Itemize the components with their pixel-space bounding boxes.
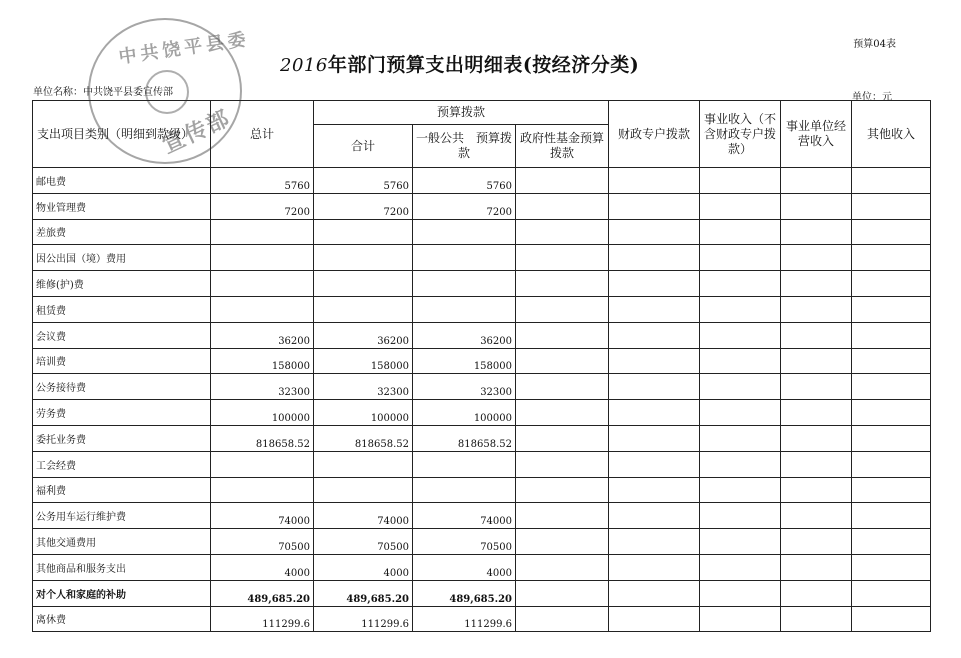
row-subtotal: 36200 [314, 322, 413, 348]
table-row [33, 554, 931, 580]
row-other-income [852, 580, 931, 606]
seal-text-bottom: 宣传部 [158, 104, 235, 159]
row-label: 物业管理费 [33, 193, 211, 219]
row-business-operation [781, 322, 852, 348]
row-fund-budget [516, 451, 609, 477]
table-row [33, 348, 931, 374]
row-subtotal: 489,685.20 [314, 580, 413, 606]
header-business-income: 事业收入（不含财政专户拨款） [700, 101, 781, 168]
row-business-income [700, 168, 781, 194]
row-general-budget: 7200 [413, 193, 516, 219]
row-business-income [700, 296, 781, 322]
row-general-budget: 5760 [413, 168, 516, 194]
row-label: 维修(护)费 [33, 271, 211, 297]
row-business-income [700, 529, 781, 555]
row-special-account [609, 529, 700, 555]
row-label: 对个人和家庭的补助 [33, 580, 211, 606]
table-row [33, 451, 931, 477]
row-special-account [609, 193, 700, 219]
row-label: 公务用车运行维护费 [33, 503, 211, 529]
currency-unit: 单位：元 [852, 92, 892, 103]
budget-table [32, 100, 931, 632]
row-total [211, 245, 314, 271]
row-fund-budget [516, 606, 609, 632]
row-special-account [609, 451, 700, 477]
row-general-budget: 100000 [413, 400, 516, 426]
row-special-account [609, 503, 700, 529]
row-label: 租赁费 [33, 296, 211, 322]
header-subtotal: 合计 [314, 125, 413, 168]
row-business-operation [781, 529, 852, 555]
row-total: 7200 [211, 193, 314, 219]
row-subtotal: 111299.6 [314, 606, 413, 632]
row-other-income [852, 606, 931, 632]
row-label: 劳务费 [33, 400, 211, 426]
row-general-budget: 70500 [413, 529, 516, 555]
row-total: 489,685.20 [211, 580, 314, 606]
row-business-income [700, 606, 781, 632]
row-subtotal: 100000 [314, 400, 413, 426]
row-subtotal [314, 296, 413, 322]
row-subtotal: 32300 [314, 374, 413, 400]
row-special-account [609, 554, 700, 580]
row-general-budget: 818658.52 [413, 425, 516, 451]
header-business-operation: 事业单位经营收入 [781, 101, 852, 168]
row-business-operation [781, 374, 852, 400]
row-other-income [852, 168, 931, 194]
row-total: 5760 [211, 168, 314, 194]
header-total: 总计 [211, 101, 314, 168]
header-item: 支出项目类别（明细到款级） [33, 101, 211, 168]
row-general-budget [413, 245, 516, 271]
row-fund-budget [516, 580, 609, 606]
row-general-budget: 158000 [413, 348, 516, 374]
row-total [211, 451, 314, 477]
row-business-income [700, 503, 781, 529]
row-total: 70500 [211, 529, 314, 555]
row-special-account [609, 296, 700, 322]
row-subtotal: 74000 [314, 503, 413, 529]
row-business-operation [781, 271, 852, 297]
row-fund-budget [516, 425, 609, 451]
table-row [33, 322, 931, 348]
row-subtotal: 7200 [314, 193, 413, 219]
title-text: 年部门预算支出明细表(按经济分类) [327, 54, 640, 76]
row-total: 4000 [211, 554, 314, 580]
row-special-account [609, 219, 700, 245]
row-label: 差旅费 [33, 219, 211, 245]
row-special-account [609, 271, 700, 297]
header-general-budget: 一般公共 预算拨款 [413, 125, 516, 168]
row-subtotal [314, 451, 413, 477]
row-business-operation [781, 168, 852, 194]
row-subtotal: 158000 [314, 348, 413, 374]
table-row [33, 219, 931, 245]
row-general-budget: 4000 [413, 554, 516, 580]
row-general-budget [413, 271, 516, 297]
row-fund-budget [516, 168, 609, 194]
row-fund-budget [516, 503, 609, 529]
row-other-income [852, 245, 931, 271]
row-business-operation [781, 580, 852, 606]
table-row [33, 606, 931, 632]
row-general-budget [413, 451, 516, 477]
table-row [33, 425, 931, 451]
row-total: 32300 [211, 374, 314, 400]
row-general-budget: 32300 [413, 374, 516, 400]
row-other-income [852, 322, 931, 348]
row-business-income [700, 580, 781, 606]
unit-name: 单位名称：中共饶平县委宣传部 [33, 87, 173, 98]
row-total [211, 271, 314, 297]
row-business-income [700, 219, 781, 245]
row-other-income [852, 451, 931, 477]
row-total: 818658.52 [211, 425, 314, 451]
row-other-income [852, 271, 931, 297]
row-total: 111299.6 [211, 606, 314, 632]
row-total: 36200 [211, 322, 314, 348]
seal-text-top: 中共饶平县委 [117, 28, 252, 69]
row-business-operation [781, 425, 852, 451]
row-total: 100000 [211, 400, 314, 426]
row-business-income [700, 245, 781, 271]
row-business-income [700, 322, 781, 348]
table-row [33, 296, 931, 322]
table-row [33, 400, 931, 426]
page-title [280, 50, 639, 77]
row-business-operation [781, 348, 852, 374]
row-business-operation [781, 606, 852, 632]
row-total [211, 219, 314, 245]
row-other-income [852, 503, 931, 529]
row-business-income [700, 193, 781, 219]
row-business-income [700, 374, 781, 400]
row-special-account [609, 245, 700, 271]
table-row [33, 529, 931, 555]
row-label: 邮电费 [33, 168, 211, 194]
title-year: 2016 [280, 55, 328, 76]
row-total [211, 477, 314, 503]
table-row [33, 193, 931, 219]
row-other-income [852, 348, 931, 374]
row-general-budget [413, 477, 516, 503]
row-label: 会议费 [33, 322, 211, 348]
row-special-account [609, 477, 700, 503]
row-fund-budget [516, 348, 609, 374]
row-special-account [609, 374, 700, 400]
row-business-operation [781, 245, 852, 271]
row-other-income [852, 554, 931, 580]
header-fund-budget: 政府性基金预算拨款 [516, 125, 609, 168]
row-business-operation [781, 503, 852, 529]
header-other-income: 其他收入 [852, 101, 931, 168]
row-general-budget: 36200 [413, 322, 516, 348]
row-label: 因公出国（境）费用 [33, 245, 211, 271]
row-subtotal [314, 271, 413, 297]
row-subtotal: 818658.52 [314, 425, 413, 451]
row-special-account [609, 322, 700, 348]
row-business-income [700, 348, 781, 374]
row-business-operation [781, 219, 852, 245]
row-special-account [609, 580, 700, 606]
row-business-operation [781, 296, 852, 322]
row-other-income [852, 400, 931, 426]
row-business-income [700, 271, 781, 297]
row-business-operation [781, 193, 852, 219]
row-label: 其他交通费用 [33, 529, 211, 555]
row-label: 离休费 [33, 606, 211, 632]
row-subtotal [314, 477, 413, 503]
row-business-income [700, 400, 781, 426]
row-fund-budget [516, 296, 609, 322]
row-business-operation [781, 477, 852, 503]
table-row [33, 580, 931, 606]
row-fund-budget [516, 271, 609, 297]
row-subtotal: 5760 [314, 168, 413, 194]
row-general-budget [413, 296, 516, 322]
row-business-income [700, 425, 781, 451]
row-special-account [609, 168, 700, 194]
row-special-account [609, 400, 700, 426]
row-fund-budget [516, 477, 609, 503]
table-row [33, 168, 931, 194]
row-subtotal: 70500 [314, 529, 413, 555]
form-id: 预算04表 [853, 39, 896, 50]
row-label: 工会经费 [33, 451, 211, 477]
row-subtotal [314, 219, 413, 245]
row-fund-budget [516, 554, 609, 580]
row-fund-budget [516, 529, 609, 555]
row-label: 公务接待费 [33, 374, 211, 400]
row-fund-budget [516, 374, 609, 400]
row-general-budget: 74000 [413, 503, 516, 529]
row-other-income [852, 193, 931, 219]
row-general-budget [413, 219, 516, 245]
row-other-income [852, 219, 931, 245]
row-fund-budget [516, 219, 609, 245]
row-special-account [609, 348, 700, 374]
row-business-operation [781, 451, 852, 477]
row-business-operation [781, 400, 852, 426]
row-general-budget: 489,685.20 [413, 580, 516, 606]
row-subtotal: 4000 [314, 554, 413, 580]
table-row [33, 245, 931, 271]
row-subtotal [314, 245, 413, 271]
row-total: 158000 [211, 348, 314, 374]
row-total [211, 296, 314, 322]
row-business-income [700, 477, 781, 503]
row-fund-budget [516, 245, 609, 271]
row-other-income [852, 374, 931, 400]
row-other-income [852, 296, 931, 322]
header-special-account: 财政专户拨款 [609, 101, 700, 168]
row-fund-budget [516, 400, 609, 426]
table-row [33, 374, 931, 400]
row-fund-budget [516, 193, 609, 219]
row-general-budget: 111299.6 [413, 606, 516, 632]
row-label: 福利费 [33, 477, 211, 503]
row-business-income [700, 554, 781, 580]
table-row [33, 477, 931, 503]
row-other-income [852, 425, 931, 451]
row-business-operation [781, 554, 852, 580]
row-label: 其他商品和服务支出 [33, 554, 211, 580]
row-label: 培训费 [33, 348, 211, 374]
row-special-account [609, 425, 700, 451]
row-business-income [700, 451, 781, 477]
row-other-income [852, 477, 931, 503]
row-other-income [852, 529, 931, 555]
row-special-account [609, 606, 700, 632]
row-fund-budget [516, 322, 609, 348]
table-row [33, 503, 931, 529]
row-total: 74000 [211, 503, 314, 529]
row-label: 委托业务费 [33, 425, 211, 451]
header-budget-group: 预算拨款 [314, 101, 609, 125]
table-row [33, 271, 931, 297]
